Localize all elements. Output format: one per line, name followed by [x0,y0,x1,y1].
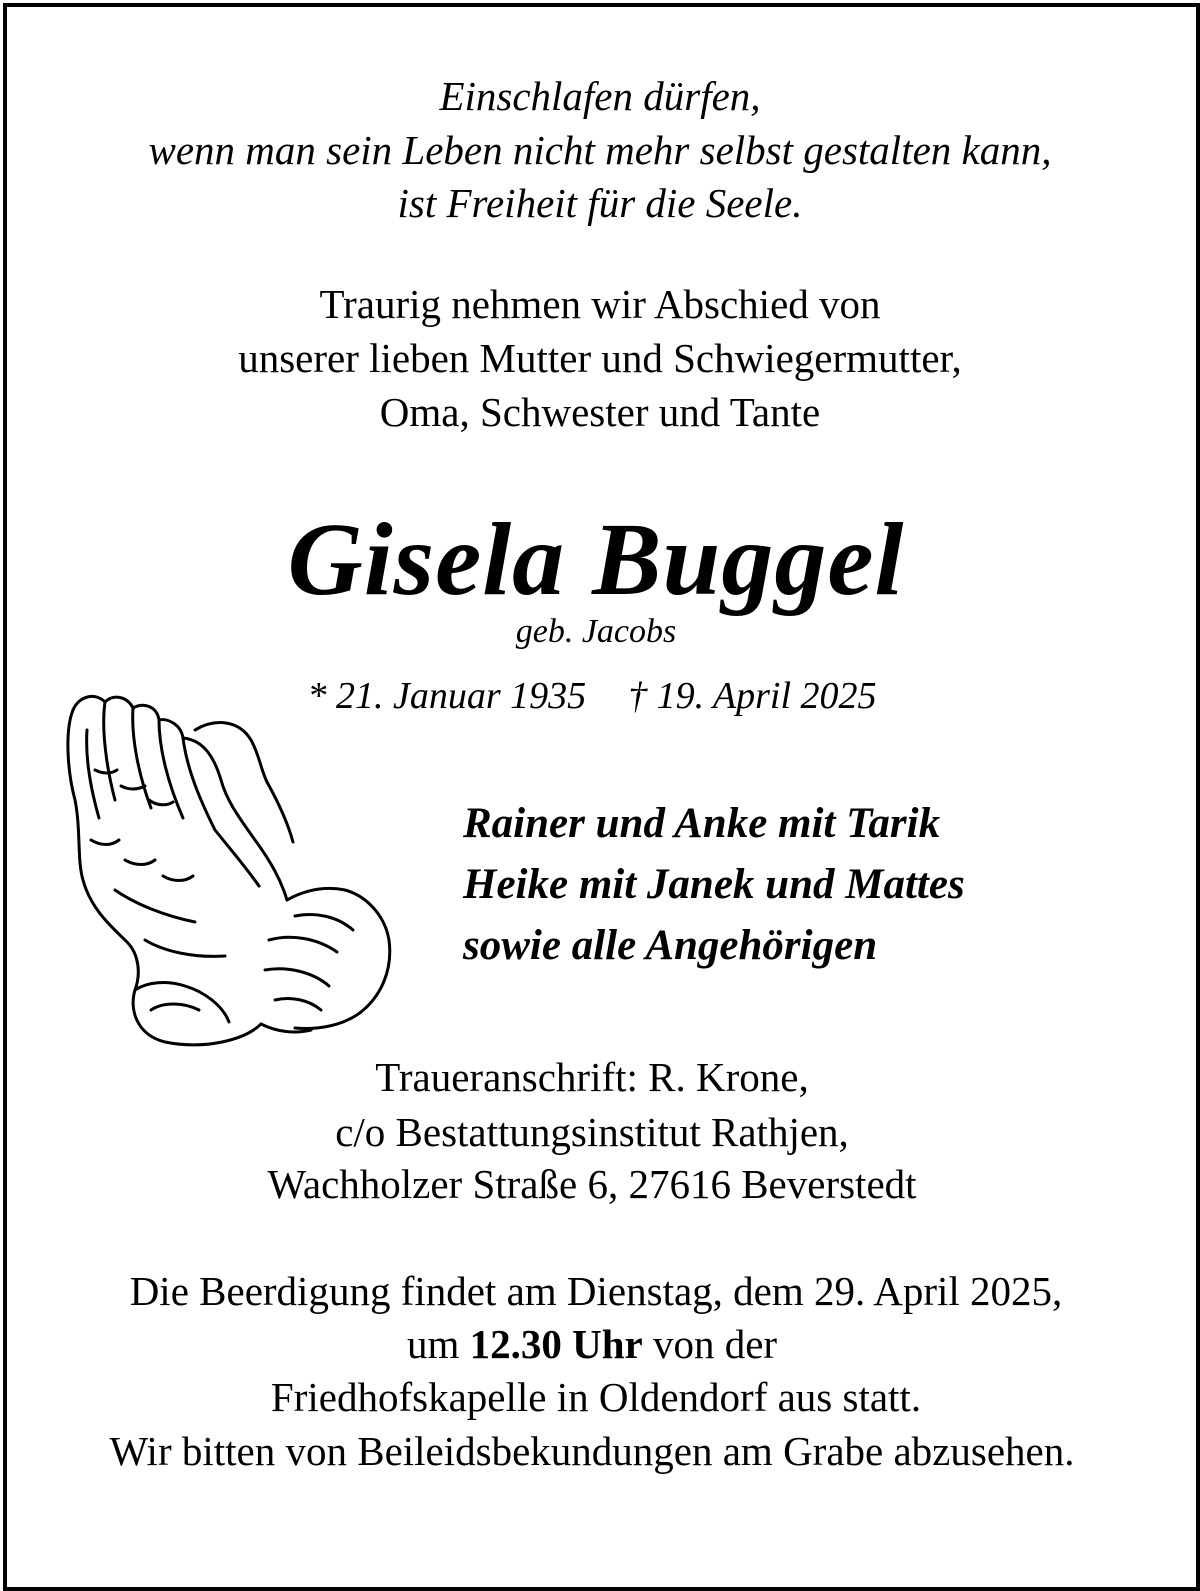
mourner-line-3: sowie alle Angehörigen [463,922,878,969]
quote-line-1: Einschlafen dürfen, [439,73,761,119]
funeral-line-3: Friedhofskapelle in Oldendorf aus statt. [270,1374,922,1420]
mourner-line-2: Heike mit Janek und Mattes [463,861,965,908]
address-line-1: Traueranschrift: R. Krone, [375,1054,809,1100]
funeral-line-2-prefix: um [406,1321,460,1367]
funeral-line-2 [0,1321,1192,1367]
quote-line-3: ist Freiheit für die Seele. [397,180,803,226]
address-line-2: c/o Bestattungsinstitut Rathjen, [335,1109,849,1155]
mourner-line-1: Rainer und Anke mit Tarik [463,800,941,847]
maiden-name: geb. Jacobs [515,613,677,650]
intro-line-2: unserer lieben Mutter und Schwiegermutter, [238,335,962,381]
death-date: † 19. April 2025 [628,675,877,717]
deceased-name: Gisela Buggel [287,502,905,617]
funeral-line-4: Wir bitten von Beileidsbekundungen am Grabe abzusehen. [109,1428,1075,1474]
birth-date: * 21. Januar 1935 [307,675,587,717]
funeral-line-2-suffix: von der [652,1321,778,1367]
funeral-line-1: Die Beerdigung findet am Dienstag, dem 29. April 2025, [129,1268,1063,1314]
intro-line-1: Traurig nehmen wir Abschied von [319,281,881,327]
praying-hands-icon [55,690,405,1050]
funeral-time: 12.30 Uhr [469,1321,643,1367]
address-line-3: Wachholzer Straße 6, 27616 Beverstedt [267,1161,917,1207]
intro-line-3: Oma, Schwester und Tante [379,389,821,435]
quote-line-2: wenn man sein Leben nicht mehr selbst gestalten kann, [148,127,1052,173]
